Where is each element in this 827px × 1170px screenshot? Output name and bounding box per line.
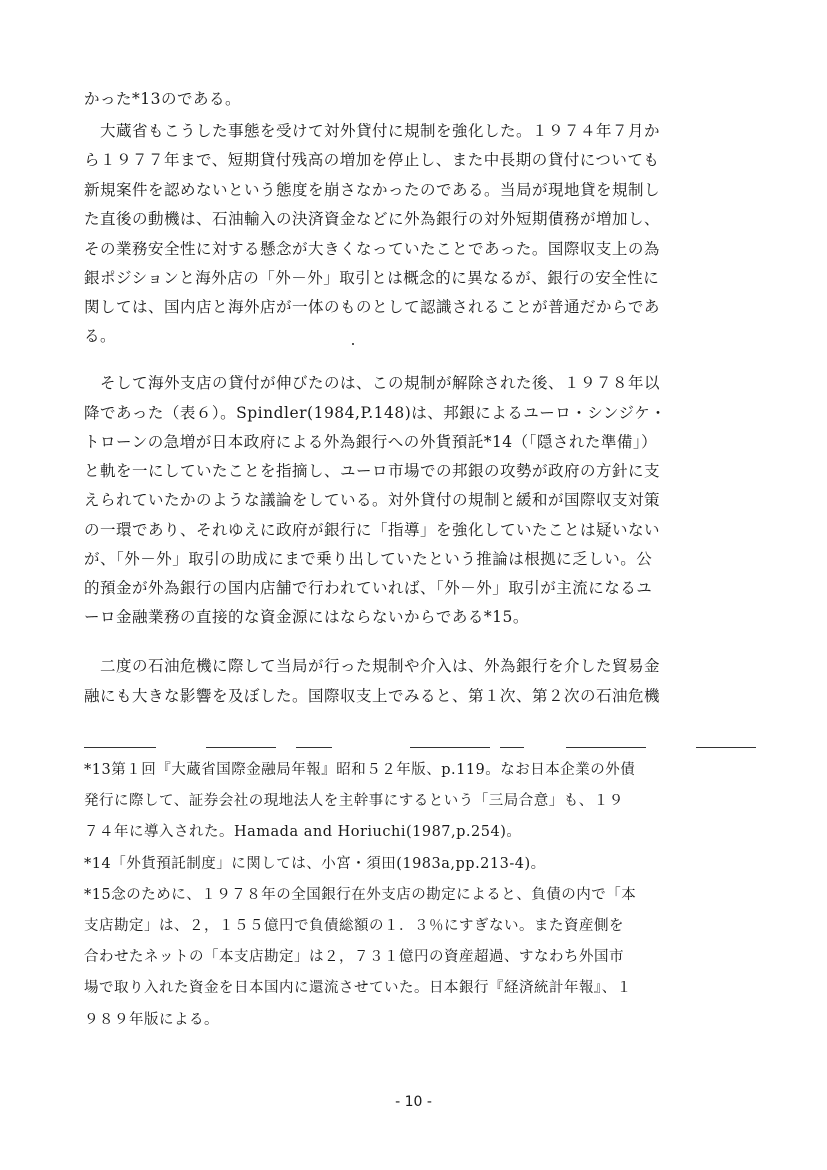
footnote-line: 合わせたネットの「本支店勘定」は２，７３１億円の資産超過、すなわち外国市 — [84, 949, 624, 965]
body-line: が、「外－外」取引の助成にまで乗り出していたという推論は根拠に乏しい。公 — [84, 550, 653, 568]
body-line: 大蔵省もこうした事態を受けて対外貸付に規制を強化した。１９７４年７月か — [100, 122, 661, 140]
body-line: 的預金が外為銀行の国内店舗で行われていれば、「外－外」取引が主流になるユ — [84, 579, 653, 597]
body-line: 新規案件を認めないという態度を崩さなかったのである。当局が現地貸を規制し — [84, 181, 661, 199]
footnote-line: *15念のために、１９７８年の全国銀行在外支店の勘定によると、負債の内で「本 — [84, 887, 637, 903]
body-line: その業務安全性に対する懸念が大きくなっていたことであった。国際収支上の為 — [84, 240, 660, 258]
body-line: かった*13のである。 — [84, 90, 241, 108]
footnote-line: *13第１回『大蔵省国際金融局年報』昭和５２年版、p.119。なお日本企業の外債 — [84, 762, 636, 778]
footnote-line: ９８９年版による。 — [84, 1012, 219, 1028]
footnote-line: *14「外貨預託制度」に関しては、小宮・須田(1983a,pp.213-4)。 — [84, 856, 546, 872]
body-line: そして海外支店の貸付が伸びたのは、この規制が解除された後、１９７８年以 — [100, 374, 661, 392]
body-line: の一環であり、それゆえに政府が銀行に「指導」を強化していたことは疑いない — [84, 521, 661, 539]
body-line: た直後の動機は、石油輸入の決済資金などに外為銀行の対外短期債務が増加し、 — [84, 210, 661, 228]
body-line: と軌を一にしていたことを指摘し、ユーロ市場での邦銀の攻勢が政府の方針に支 — [84, 462, 661, 480]
body-line: る。 — [84, 327, 117, 345]
scan-speck — [352, 343, 354, 345]
body-line: トローンの急増が日本政府による外為銀行への外貨預託*14（「隠された準備」） — [84, 433, 658, 451]
footnote-line: ７４年に導入された。Hamada and Horiuchi(1987,p.254)。 — [84, 824, 522, 840]
body-line: 二度の石油危機に際して当局が行った規制や介入は、外為銀行を介した貿易金 — [100, 657, 661, 675]
body-line: 融にも大きな影響を及ぼした。国際収支上でみると、第１次、第２次の石油危機 — [84, 687, 661, 705]
footnote-line: 支店勘定」は、２，１５５億円で負債総額の１．３％にすぎない。また資産側を — [84, 918, 624, 934]
page-number: - 10 - — [395, 1094, 432, 1110]
footnote-line: 場で取り入れた資金を日本国内に還流させていた。日本銀行『経済統計年報』、１ — [84, 980, 632, 996]
body-line: えられていたかのような議論をしている。対外貸付の規制と緩和が国際収支対策 — [84, 491, 661, 509]
body-line: 関しては、国内店と海外店が一体のものとして認識されることが普通だからであ — [84, 298, 660, 316]
footnote-line: 発行に際して、証券会社の現地法人を主幹事にするという「三局合意」も、１９ — [84, 793, 624, 809]
body-line: 銀ポジションと海外店の「外－外」取引とは概念的に異なるが、銀行の安全性に — [84, 269, 660, 287]
body-line: ーロ金融業務の直接的な資金源にはならないからである*15。 — [84, 608, 529, 626]
body-line: 降であった（表６）。Spindler(1984,P.148)は、邦銀によるユーロ・シンジケ・ — [84, 404, 667, 422]
body-line: ら１９７７年まで、短期貸付残高の増加を停止し、また中長期の貸付についても — [84, 151, 660, 169]
